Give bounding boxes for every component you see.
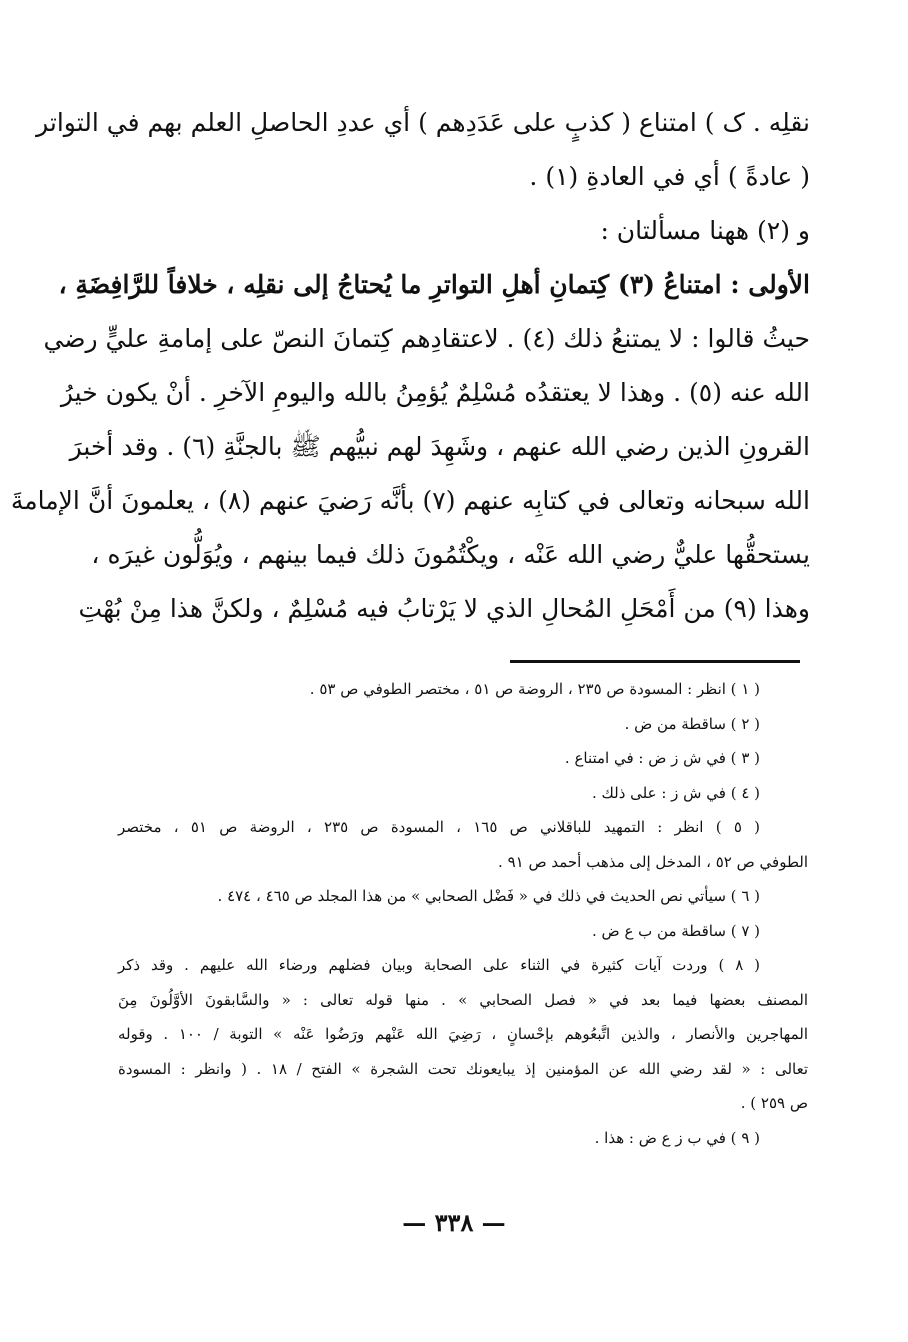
main-text-line: الله عنه (٥) . وهذا لا يعتقدُه مُسْلِمٌ يُؤمِنُ بالله واليومِ الآخرِ . أنْ يكون خيرُ <box>60 378 810 407</box>
footnote-line: ( ٣ ) في ش ز ض : في امتناع . <box>564 749 760 767</box>
footnote-line: ( ٢ ) ساقطة من ض . <box>624 714 760 733</box>
main-text-line: حيثُ قالوا : لا يمتنعُ ذلك (٤) . لاعتقادِهم كِتمانَ النصّ على إمامةِ عليٍّ رضي <box>43 324 810 353</box>
main-text-line: يستحقُّها عليٌّ رضي الله عَنْه ، ويكْتُمُونَ ذلك فيما بينهم ، ويُوَلُّون غيرَه ، <box>91 540 810 569</box>
main-text-line: و (٢) ههنا مسألتان : <box>600 216 810 245</box>
footnote-line: المهاجرين والأنصار ، والذين اتَّبعُوهم بإحْسانٍ ، رَضِيَ الله عَنْهم ورَضُوا عَنْه » التوبة / ١٠٠ . وقوله <box>118 1025 808 1043</box>
footnote-line: الطوفي ص ٥٢ ، المدخل إلى مذهب أحمد ص ٩١ . <box>498 852 808 871</box>
main-text-line: وهذا (٩) من أَمْحَلِ المُحالِ الذي لا يَرْتابُ فيه مُسْلِمٌ ، ولكنَّ هذا مِنْ بُهْتِ <box>78 594 810 623</box>
main-text-block <box>10 96 810 636</box>
footnote-line: ( ٥ ) انظر : التمهيد للباقلاني ص ١٦٥ ، المسودة ص ٢٣٥ ، الروضة ص ٥١ ، مختصر <box>118 818 760 836</box>
footnote-line: تعالى : « لقد رضي الله عن المؤمنين إذ يبايعونك تحت الشجرة » الفتح / ١٨ . ( وانظر : المسودة <box>118 1059 808 1078</box>
footnote-line: ( ٦ ) سيأتي نص الحديث في ذلك في « فَضْل الصحابي » من هذا المجلد ص ٤٦٥ ، ٤٧٤ . <box>217 887 760 905</box>
main-text-line: الله سبحانه وتعالى في كتابِه عنهم (٧) بأنَّه رَضيَ عنهم (٨) ، يعلمونَ أنَّ الإمامةَ <box>10 486 810 515</box>
footnote-line: ( ٧ ) ساقطة من ب ع ض . <box>592 921 760 940</box>
main-text-line: الأولى : امتناعُ (٣) كِتمانِ أهلِ التواترِ ما يُحتاجُ إلى نقلِه ، خلافاً للرَّافِضَةِ ، <box>58 270 810 299</box>
footnote-line: ( ٨ ) وردت آيات كثيرة في الثناء على الصحابة وبيان فضلهم ورضاء الله عليهم . وقد ذكر <box>118 956 760 974</box>
footnote-line: ص ٢٥٩ ) . <box>740 1094 808 1112</box>
footnote-divider <box>510 660 800 663</box>
footnote-line: ( ٤ ) في ش ز : على ذلك . <box>591 783 760 802</box>
footnote-line: ( ١ ) انظر : المسودة ص ٢٣٥ ، الروضة ص ٥١ ، مختصر الطوفي ص ٥٣ . <box>309 680 760 698</box>
footnotes-block <box>118 672 808 1155</box>
main-text-line: ( عادةً ) أي في العادةِ (١) . <box>529 162 810 191</box>
footnote-line: المصنف بعضها فيما بعد في « فصل الصحابي » . منها قوله تعالى : « والسَّابقونَ الأوَّلُونَ مِنَ <box>118 990 808 1009</box>
main-text-line: نقلِه . ک ) امتناع ( كذبٍ على عَدَدِهم ) أي عددِ الحاصلِ العلم بهم في التواتر <box>36 108 810 137</box>
footnote-line: ( ٩ ) في ب ز ع ض : هذا . <box>594 1128 760 1147</box>
page-number: — ٣٣٨ — <box>402 1208 506 1237</box>
main-text-line: القرونِ الذين رضي الله عنهم ، وشَهِدَ لهم نبيُّهم ﷺ بالجنَّةِ (٦) . وقد أخبرَ <box>69 432 810 461</box>
